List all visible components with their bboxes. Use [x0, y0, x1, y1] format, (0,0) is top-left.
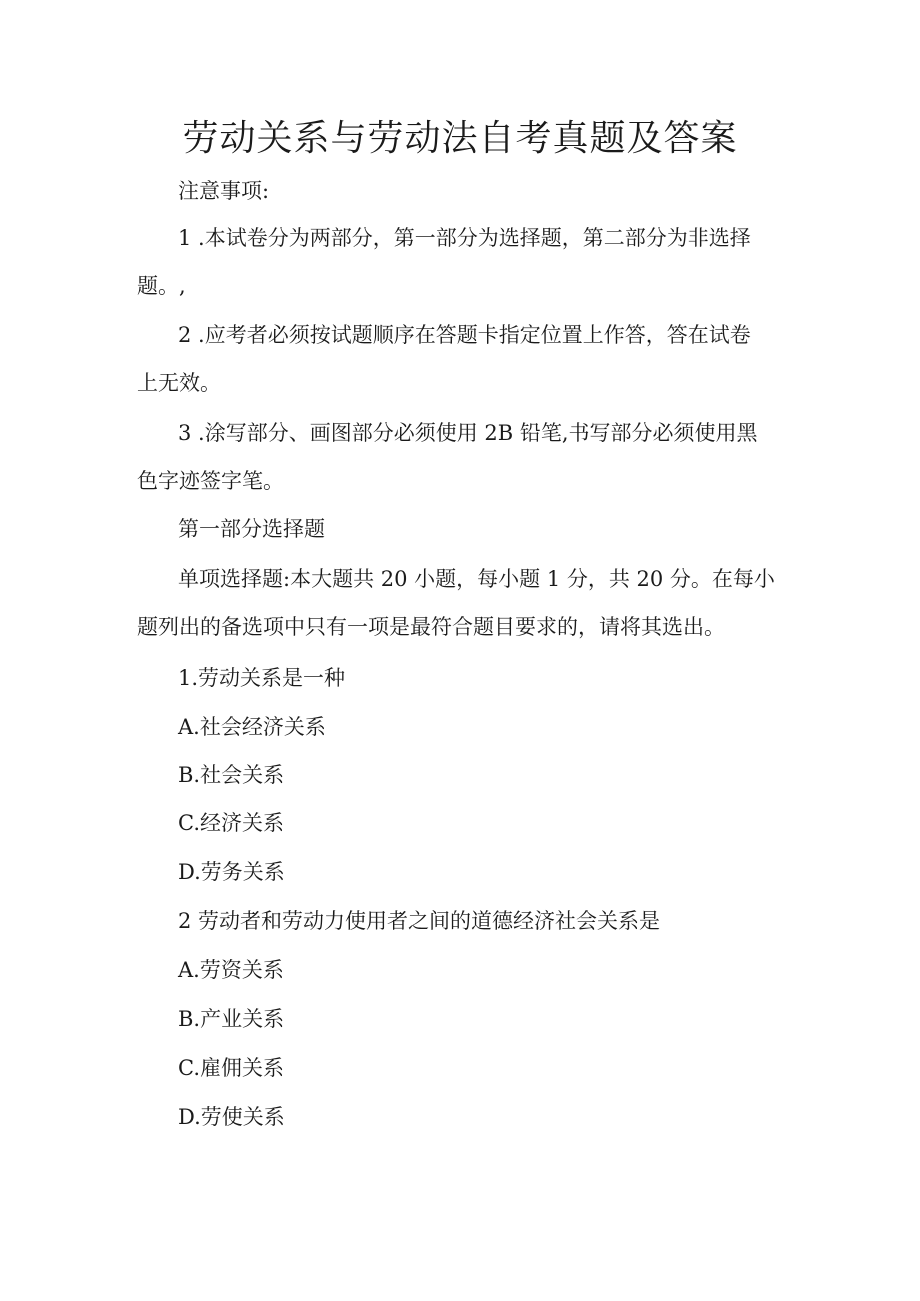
- notice-item-3-line-1: 3 .涂写部分、画图部分必须使用 2B 铅笔,书写部分必须使用黑: [178, 421, 758, 445]
- notice-item-3-line-2: 色字迹签字笔。: [137, 469, 284, 493]
- question-1-option-a: A.社会经济关系: [178, 715, 326, 739]
- notice-item-1-line-1: 1 .本试卷分为两部分，第一部分为选择题，第二部分为非选择: [178, 226, 751, 250]
- question-1-option-d: D.劳务关系: [178, 860, 285, 884]
- question-2-option-a: A.劳资关系: [178, 958, 284, 982]
- question-2-option-d: D.劳使关系: [178, 1105, 285, 1129]
- notice-item-2-line-2: 上无效。: [137, 371, 221, 395]
- question-1-option-b: B.社会关系: [178, 763, 285, 787]
- document-title: 劳动关系与劳动法自考真题及答案: [182, 118, 738, 159]
- notice-heading: 注意事项:: [178, 179, 270, 203]
- notice-item-1-line-2: 题。,: [137, 274, 186, 298]
- question-1-option-c: C.经济关系: [178, 811, 284, 835]
- part1-heading: 第一部分选择题: [178, 517, 325, 541]
- question-2-stem: 2 劳动者和劳动力使用者之间的道德经济社会关系是: [178, 909, 661, 933]
- question-2-option-c: C.雇佣关系: [178, 1056, 284, 1080]
- part1-instructions-line-1: 单项选择题:本大题共 20 小题，每小题 1 分，共 20 分。在每小: [178, 567, 775, 591]
- question-2-option-b: B.产业关系: [178, 1007, 285, 1031]
- part1-instructions-line-2: 题列出的备选项中只有一项是最符合题目要求的，请将其选出。: [137, 615, 725, 639]
- notice-item-2-line-1: 2 .应考者必须按试题顺序在答题卡指定位置上作答，答在试卷: [178, 323, 751, 347]
- question-1-stem: 1.劳动关系是一种: [178, 666, 346, 690]
